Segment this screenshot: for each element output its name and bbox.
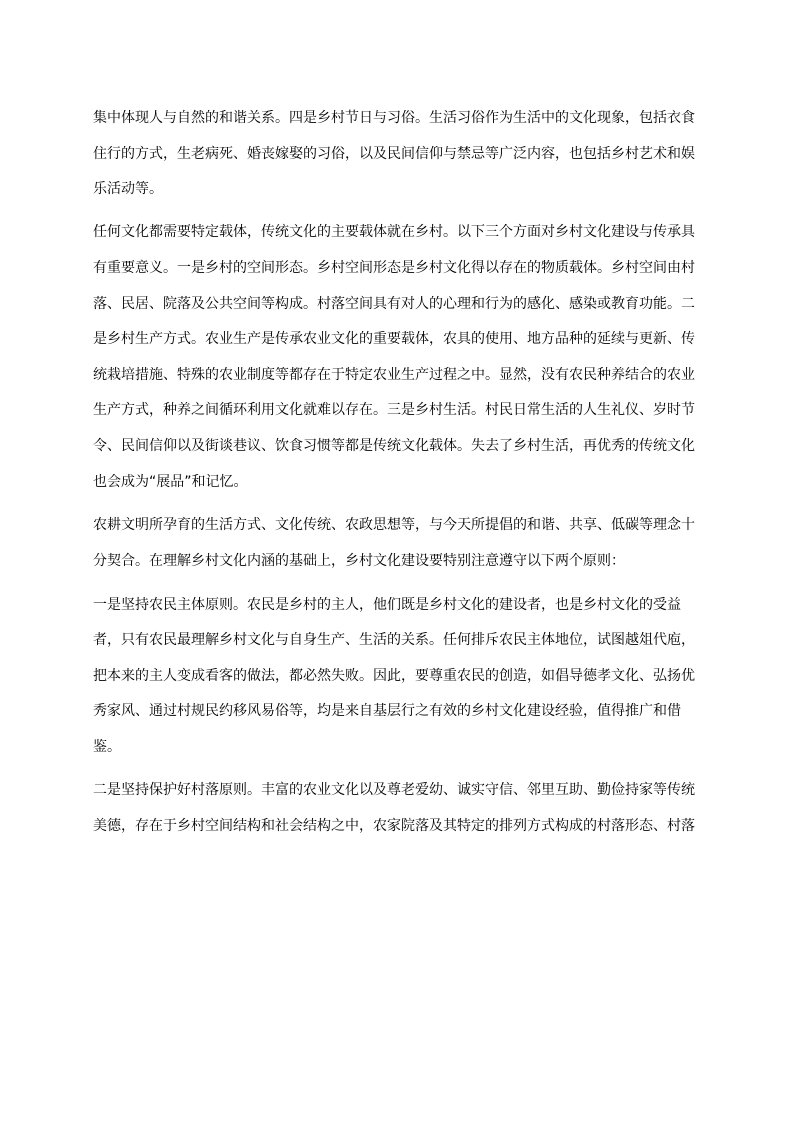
- text-line: 秀家风、通过村规民约移风易俗等，均是来自基层行之有效的乡村文化建设经验，值得推广和借: [93, 703, 681, 719]
- text-line: 有重要意义。一是乡村的空间形态。乡村空间形态是乡村文化得以存在的物质载体。乡村空间由村: [93, 260, 695, 276]
- text-line: 分契合。在理解乡村文化内涵的基础上，乡村文化建设要特别注意遵守以下两个原则：: [93, 553, 625, 569]
- text-line: 二是坚持保护好村落原则。丰富的农业文化以及尊老爱幼、诚实守信、邻里互助、勤俭持家等传统: [93, 782, 695, 798]
- text-line: 令、民间信仰以及街谈巷议、饮食习惯等都是传统文化载体。失去了乡村生活，再优秀的传统文化: [93, 438, 695, 454]
- text-line: 也会成为“展品”和记忆。: [93, 474, 248, 490]
- text-line: 统栽培措施、特殊的农业制度等都存在于特定农业生产过程之中。显然，没有农民种养结合的农业: [93, 367, 695, 383]
- text-line: 一是坚持农民主体原则。农民是乡村的主人，他们既是乡村文化的建设者，也是乡村文化的受益: [93, 597, 681, 613]
- text-line: 农耕文明所孕育的生活方式、文化传统、农政思想等，与今天所提倡的和谐、共享、低碳等理念十: [93, 517, 695, 533]
- text-line: 集中体现人与自然的和谐关系。四是乡村节日与习俗。生活习俗作为生活中的文化现象，包括衣食: [93, 110, 695, 126]
- text-line: 美德，存在于乡村空间结构和社会结构之中，农家院落及其特定的排列方式构成的村落形态、村落: [93, 818, 695, 834]
- text-line: 落、民居、院落及公共空间等构成。村落空间具有对人的心理和行为的感化、感染或教育功能。二: [93, 296, 695, 312]
- text-line: 把本来的主人变成看客的做法，都必然失败。因此，要尊重农民的创造，如倡导德孝文化、弘扬优: [93, 668, 695, 684]
- text-line: 生产方式，种养之间循环利用文化就难以存在。三是乡村生活。村民日常生活的人生礼仪、岁时节: [93, 402, 695, 418]
- text-line: 是乡村生产方式。农业生产是传承农业文化的重要载体，农具的使用、地方品种的延续与更新、传: [93, 331, 695, 347]
- text-line: 住行的方式，生老病死、婚丧嫁娶的习俗，以及民间信仰与禁忌等广泛内容，也包括乡村艺术和娱: [93, 146, 695, 162]
- text-line: 任何文化都需要特定载体，传统文化的主要载体就在乡村。以下三个方面对乡村文化建设与传承具: [93, 224, 695, 240]
- text-line: 乐活动等。: [93, 181, 163, 197]
- text-line: 者，只有农民最理解乡村文化与自身生产、生活的关系。任何排斥农民主体地位，试图越俎代庖，: [93, 632, 695, 648]
- text-line: 鉴。: [93, 739, 121, 755]
